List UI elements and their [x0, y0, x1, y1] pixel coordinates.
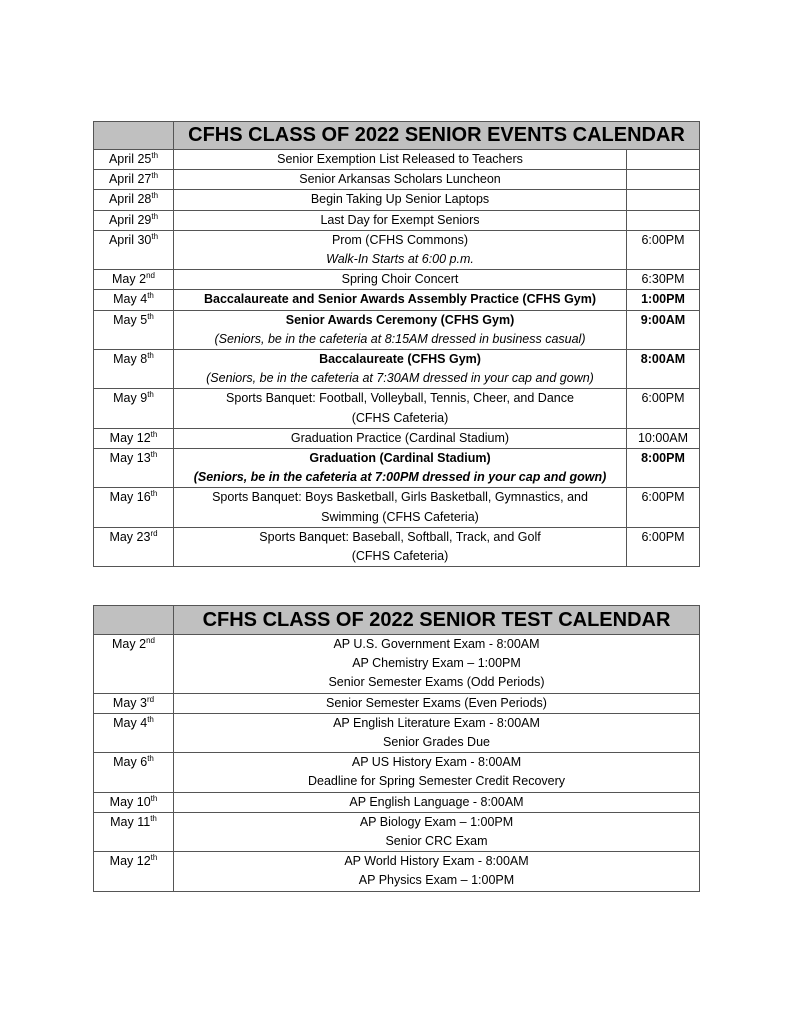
- event-description-cell: [174, 170, 627, 190]
- event-description-cell: [174, 527, 627, 566]
- date-suffix: th: [147, 291, 154, 301]
- date-text: May 6: [113, 755, 148, 770]
- date-text: May 12: [109, 430, 151, 445]
- event-date-cell: [94, 310, 174, 349]
- event-date-cell: [94, 449, 174, 488]
- event-date-cell: [94, 350, 174, 389]
- test-description-line: Senior CRC Exam: [385, 834, 488, 849]
- date-text: April 29: [108, 212, 152, 227]
- test-description-line: AP World History Exam - 8:00AM: [344, 854, 529, 869]
- event-description-cell: [174, 270, 627, 290]
- event-description-line: (CFHS Cafeteria): [351, 410, 449, 425]
- event-description-line: (CFHS Cafeteria): [351, 549, 449, 564]
- event-description-line: Sports Banquet: Boys Basketball, Girls Basketball, Gymnastics, and: [212, 490, 588, 505]
- event-description-line: Baccalaureate and Senior Awards Assembly Practice (CFHS Gym): [203, 292, 597, 307]
- event-description-line: (Seniors, be in the cafeteria at 7:00PM dressed in your cap and gown): [193, 470, 607, 485]
- event-time-cell: 6:30PM: [627, 270, 700, 290]
- event-time-cell: 10:00AM: [627, 428, 700, 448]
- date-suffix: nd: [146, 271, 155, 281]
- event-row: [94, 488, 700, 527]
- date-text: May 5: [113, 312, 148, 327]
- date-suffix: th: [151, 211, 159, 221]
- date-text: May 2: [112, 637, 147, 651]
- event-description-line: Graduation (Cardinal Stadium): [309, 451, 491, 466]
- event-date-cell: [94, 190, 174, 210]
- test-description-cell: [174, 852, 700, 891]
- test-description-line: AP US History Exam - 8:00AM: [351, 755, 522, 770]
- event-description-cell: [174, 389, 627, 428]
- event-description-line: Senior Exemption List Released to Teachers: [277, 152, 523, 166]
- event-time-cell: [627, 210, 700, 230]
- date-text: May 8: [113, 352, 148, 367]
- date-suffix: nd: [146, 636, 155, 645]
- test-row: [94, 635, 700, 694]
- event-row: [94, 190, 700, 210]
- event-date-cell: [94, 270, 174, 290]
- test-row: [94, 693, 700, 713]
- test-description-line: AP Chemistry Exam – 1:00PM: [352, 656, 521, 671]
- event-row: [94, 150, 700, 170]
- date-suffix: th: [147, 311, 154, 321]
- event-date-cell: [94, 230, 174, 269]
- date-suffix: th: [147, 351, 154, 361]
- test-description-line: AP Biology Exam – 1:00PM: [359, 814, 514, 829]
- event-date-cell: [94, 428, 174, 448]
- date-text: May 23: [109, 529, 151, 544]
- events-header-row: [94, 122, 700, 150]
- event-date-cell: [94, 527, 174, 566]
- event-description-cell: [174, 230, 627, 269]
- test-row: [94, 812, 700, 851]
- test-date-cell: [94, 713, 174, 752]
- event-date-cell: [94, 488, 174, 527]
- test-description-cell: [174, 635, 700, 694]
- event-time-cell: 6:00PM: [627, 488, 700, 527]
- date-suffix: th: [150, 429, 158, 439]
- event-time-cell: 8:00AM: [627, 350, 700, 389]
- test-row: [94, 792, 700, 812]
- test-row: [94, 713, 700, 752]
- date-suffix: th: [150, 813, 157, 823]
- event-row: [94, 210, 700, 230]
- test-description-line: AP U.S. Government Exam - 8:00AM: [333, 637, 540, 651]
- date-text: April 25: [108, 152, 152, 166]
- event-description-line: Swimming (CFHS Cafeteria): [321, 509, 479, 524]
- event-description-cell: [174, 449, 627, 488]
- event-description-line: Baccalaureate (CFHS Gym): [319, 352, 481, 367]
- event-description-line: Last Day for Exempt Seniors: [320, 212, 480, 227]
- date-text: May 11: [110, 814, 151, 829]
- test-description-cell: [174, 693, 700, 713]
- date-suffix: th: [151, 171, 159, 181]
- event-time-cell: 6:00PM: [627, 389, 700, 428]
- test-description-line: Senior Semester Exams (Odd Periods): [328, 675, 545, 690]
- event-row: [94, 310, 700, 349]
- test-row: [94, 852, 700, 891]
- tests-header-blank-cell: [94, 606, 174, 635]
- event-row: [94, 389, 700, 428]
- event-date-cell: [94, 389, 174, 428]
- event-description-cell: [174, 310, 627, 349]
- event-description-cell: [174, 290, 627, 310]
- test-date-cell: [94, 635, 174, 694]
- event-description-line: Walk-In Starts at 6:00 p.m.: [326, 252, 474, 267]
- date-text: May 3: [112, 695, 147, 710]
- date-suffix: th: [147, 754, 154, 764]
- event-description-cell: [174, 210, 627, 230]
- test-date-cell: [94, 852, 174, 891]
- test-date-cell: [94, 792, 174, 812]
- event-date-cell: [94, 290, 174, 310]
- date-suffix: rd: [146, 694, 155, 704]
- event-time-cell: [627, 190, 700, 210]
- event-description-line: Sports Banquet: Baseball, Softball, Track, and Golf: [259, 529, 541, 544]
- event-time-cell: 1:00PM: [627, 290, 700, 310]
- event-date-cell: [94, 150, 174, 170]
- event-description-cell: [174, 350, 627, 389]
- test-description-line: AP Physics Exam – 1:00PM: [358, 873, 515, 888]
- event-description-line: Graduation Practice (Cardinal Stadium): [290, 430, 510, 445]
- test-row: [94, 753, 700, 792]
- event-description-line: (Seniors, be in the cafeteria at 7:30AM dressed in your cap and gown): [206, 371, 594, 386]
- date-suffix: th: [147, 390, 154, 400]
- date-suffix: th: [150, 450, 158, 460]
- test-description-cell: [174, 753, 700, 792]
- date-text: May 10: [109, 794, 151, 809]
- test-date-cell: [94, 753, 174, 792]
- event-row: [94, 290, 700, 310]
- event-row: [94, 170, 700, 190]
- tests-header-row: [94, 606, 700, 635]
- event-time-cell: [627, 170, 700, 190]
- test-description-cell: [174, 812, 700, 851]
- date-suffix: rd: [150, 528, 158, 538]
- event-description-cell: [174, 428, 627, 448]
- date-text: May 13: [109, 451, 151, 466]
- event-row: [94, 527, 700, 566]
- event-description-line: Senior Awards Ceremony (CFHS Gym): [285, 312, 515, 327]
- senior-events-calendar: [93, 121, 700, 567]
- event-date-cell: [94, 210, 174, 230]
- events-header-blank-cell: [94, 122, 174, 150]
- event-row: [94, 350, 700, 389]
- date-text: May 4: [113, 292, 148, 307]
- event-description-line: Prom (CFHS Commons): [331, 232, 469, 247]
- date-text: May 12: [109, 854, 151, 869]
- date-text: April 27: [108, 172, 152, 187]
- date-suffix: th: [150, 489, 158, 499]
- event-row: [94, 449, 700, 488]
- event-description-line: Begin Taking Up Senior Laptops: [310, 192, 490, 207]
- date-suffix: th: [147, 714, 154, 724]
- test-description-line: AP English Literature Exam - 8:00AM: [333, 715, 540, 730]
- test-description-line: AP English Language - 8:00AM: [349, 794, 524, 809]
- tests-calendar-title: CFHS CLASS OF 2022 SENIOR TEST CALENDAR: [174, 606, 700, 635]
- date-text: May 9: [113, 391, 148, 406]
- event-description-line: (Seniors, be in the cafeteria at 8:15AM dressed in business casual): [214, 331, 586, 346]
- event-time-cell: 6:00PM: [627, 230, 700, 269]
- date-suffix: th: [151, 231, 159, 241]
- date-suffix: th: [150, 853, 158, 863]
- test-date-cell: [94, 693, 174, 713]
- date-text: May 4: [113, 715, 148, 730]
- test-description-cell: [174, 792, 700, 812]
- events-calendar-title: CFHS CLASS OF 2022 SENIOR EVENTS CALENDAR: [174, 122, 700, 150]
- test-description-cell: [174, 713, 700, 752]
- event-description-cell: [174, 488, 627, 527]
- event-description-cell: [174, 150, 627, 170]
- event-description-cell: [174, 190, 627, 210]
- test-date-cell: [94, 812, 174, 851]
- test-description-line: Senior Grades Due: [382, 735, 490, 750]
- date-text: May 2: [112, 272, 147, 287]
- senior-test-calendar: [93, 605, 700, 892]
- event-row: [94, 428, 700, 448]
- event-description-line: Sports Banquet: Football, Volleyball, Tennis, Cheer, and Dance: [226, 391, 574, 406]
- date-text: April 28: [108, 192, 152, 207]
- date-suffix: th: [150, 793, 158, 803]
- date-text: April 30: [108, 232, 152, 247]
- event-time-cell: 9:00AM: [627, 310, 700, 349]
- test-description-line: Deadline for Spring Semester Credit Recovery: [307, 774, 566, 789]
- event-time-cell: 8:00PM: [627, 449, 700, 488]
- event-row: [94, 230, 700, 269]
- date-text: May 16: [109, 490, 151, 505]
- event-time-cell: 6:00PM: [627, 527, 700, 566]
- date-suffix: th: [151, 151, 159, 160]
- event-date-cell: [94, 170, 174, 190]
- event-description-line: Spring Choir Concert: [341, 272, 459, 287]
- test-description-line: Senior Semester Exams (Even Periods): [326, 695, 547, 710]
- event-description-line: Senior Arkansas Scholars Luncheon: [299, 172, 501, 187]
- date-suffix: th: [151, 191, 159, 201]
- event-time-cell: [627, 150, 700, 170]
- event-row: [94, 270, 700, 290]
